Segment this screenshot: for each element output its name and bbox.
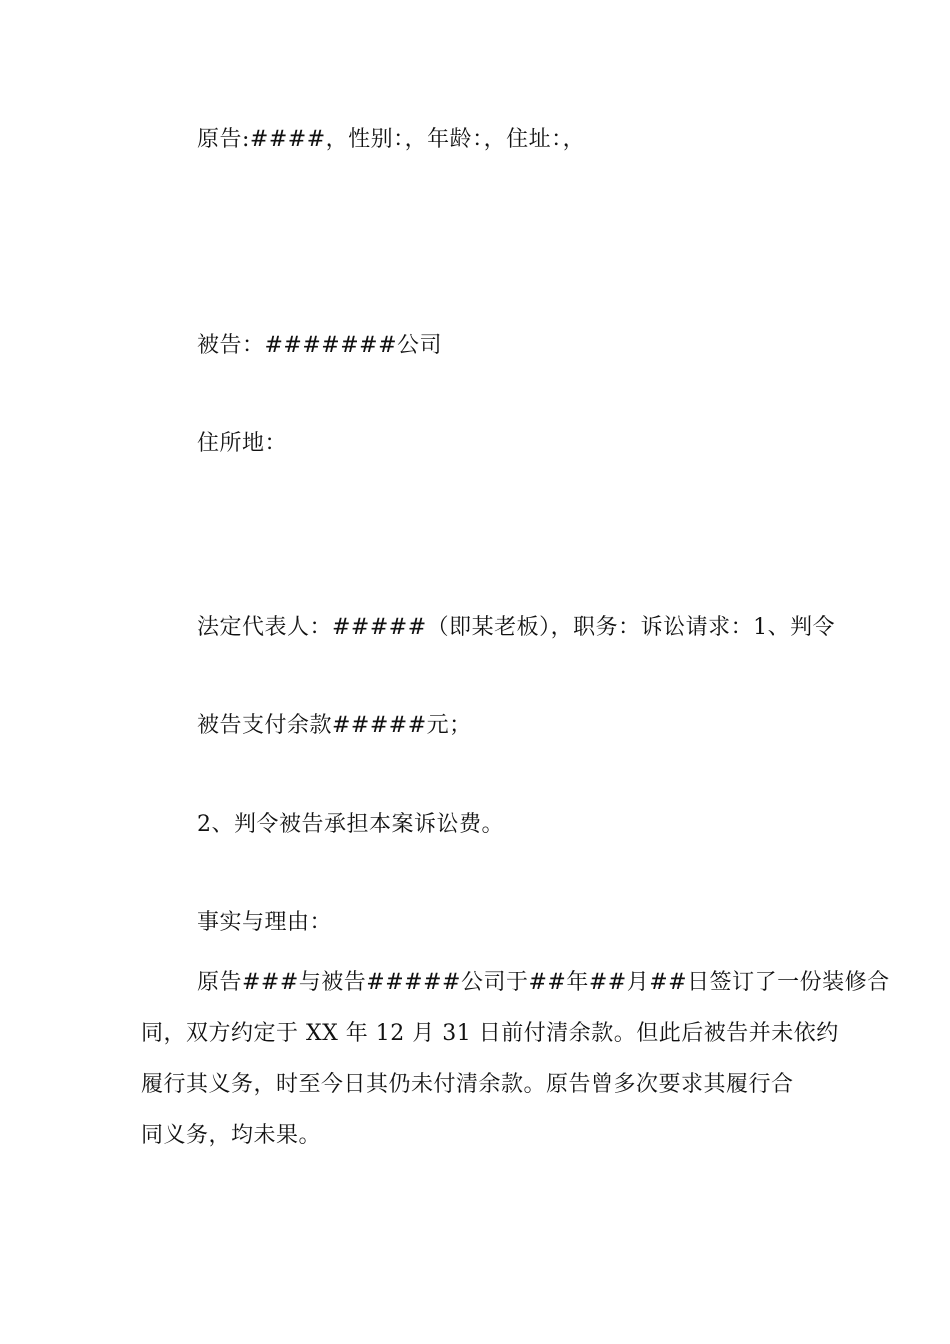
plaintiff-line: 原告:####，性别：，年龄：，住址：， (197, 127, 586, 152)
defendant-line: 被告：#######公司 (197, 333, 443, 358)
facts-paragraph-line-1: 原告###与被告#####公司于##年##月##日签订了一份装修合 (197, 970, 890, 995)
claim-2-line: 2、判令被告承担本案诉讼费。 (197, 812, 504, 837)
address-line: 住所地： (197, 431, 288, 456)
facts-paragraph-line-3: 履行其义务，时至今日其仍未付清余款。原告曾多次要求其履行合 (141, 1072, 794, 1097)
facts-paragraph-line-4: 同义务，均未果。 (141, 1123, 322, 1148)
facts-paragraph-line-2: 同，双方约定于 XX 年 12 月 31 日前付清余款。但此后被告并未依约 (141, 1021, 839, 1046)
claim-1-continuation: 被告支付余款#####元； (197, 713, 472, 738)
facts-heading: 事实与理由： (197, 910, 333, 935)
representative-line: 法定代表人：#####（即某老板），职务：诉讼请求：1、判令 (197, 615, 836, 640)
